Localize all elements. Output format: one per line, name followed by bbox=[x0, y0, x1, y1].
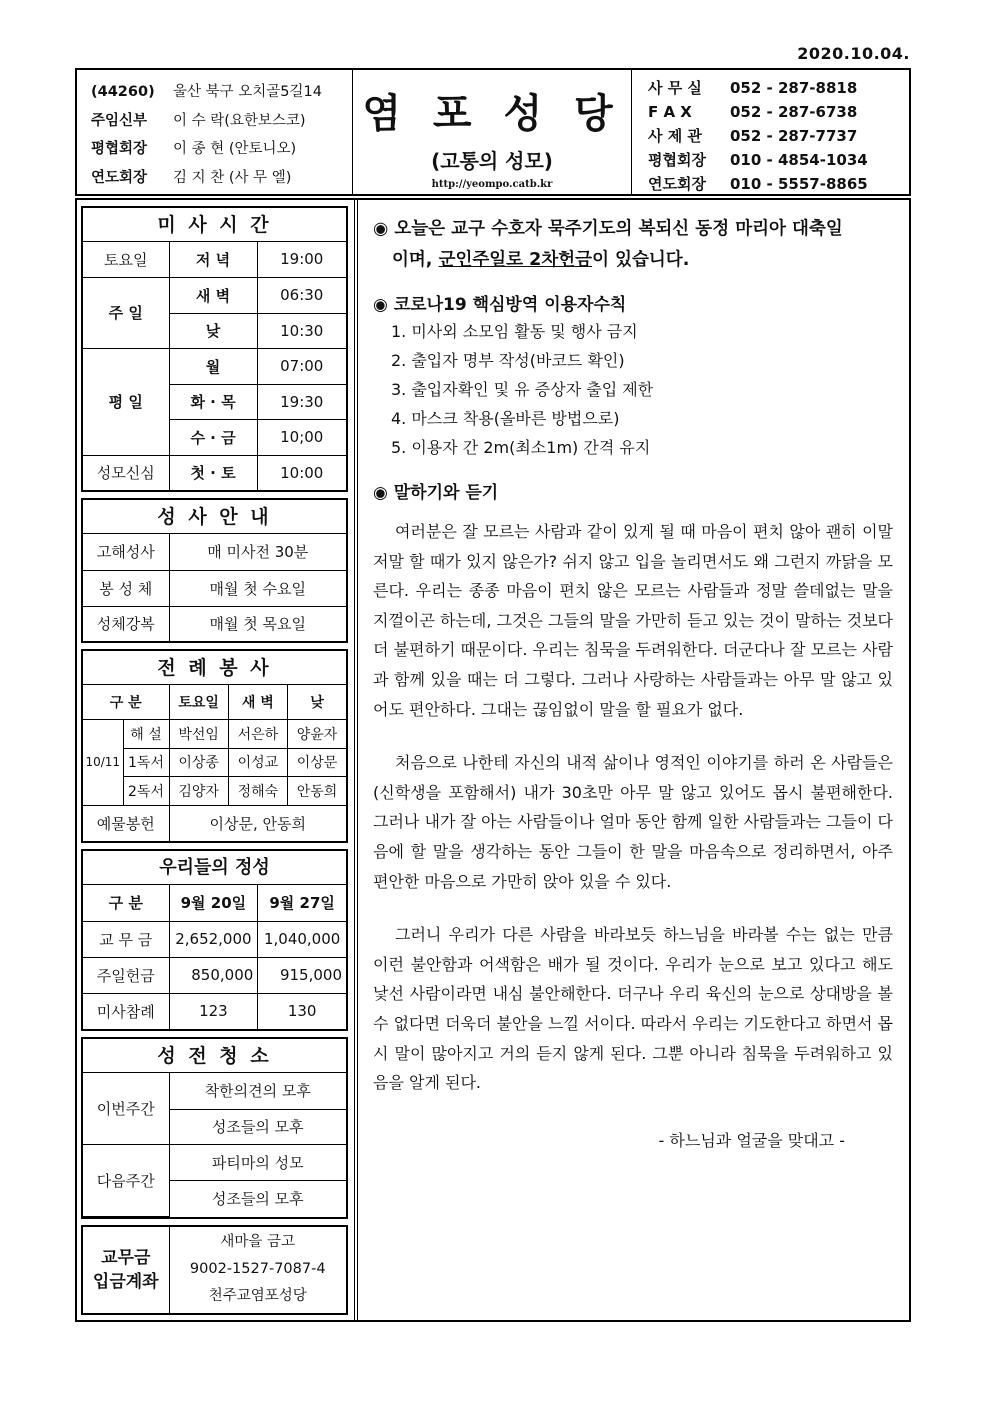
council-name: 이 종 현 (안토니오) bbox=[173, 141, 297, 157]
sacrament-time: 매 미사전 30분 bbox=[169, 534, 346, 570]
list-item: 1. 미사외 소모임 활동 및 행사 금지 bbox=[391, 322, 638, 341]
week-label: 다음주간 bbox=[83, 1144, 169, 1216]
contact-number: 052 - 287-6738 bbox=[730, 103, 858, 121]
mass-time: 10:00 bbox=[257, 455, 346, 490]
account-label bbox=[83, 1227, 169, 1313]
contact-label: F A X bbox=[648, 103, 692, 121]
server-name: 이상문 bbox=[287, 748, 346, 776]
feast-notice bbox=[373, 214, 893, 276]
contact-number: 010 - 5557-8865 bbox=[730, 175, 868, 193]
contact-label: 연도회장 bbox=[648, 175, 706, 193]
bank-account bbox=[81, 1225, 348, 1315]
offering-amount: 1,040,000 bbox=[258, 921, 346, 957]
notice-line bbox=[373, 245, 893, 276]
account-label-line2: 입금계좌 bbox=[92, 1271, 159, 1292]
contact-row bbox=[648, 100, 909, 124]
mass-day: 성모신심 bbox=[83, 455, 169, 490]
parish-url[interactable]: http://yeompo.catb.kr bbox=[431, 179, 553, 190]
essay-paragraph: 처음으로 나한테 자신의 내적 삶이나 영적인 이야기를 하러 온 사람들은(신학생을 포함해서) 내가 30초만 아무 말 않고 있어도 몹시 불편해한다. 그러나 내가 잘 아는 사람들이나 얼마 동안 함께 일한 사람들과는 그들이 다음에 할 말을 생각하는 동안 그들이 한 말을 마음속으로 정리하면서, 아주 편안한 마음으로 가만히 앉아 있을 수 있다. bbox=[373, 753, 893, 891]
covid-rules bbox=[391, 317, 893, 462]
sacrament-guide-title: 성 사 안 내 bbox=[83, 500, 346, 534]
account-number: 9002-1527-7087-4 bbox=[189, 1261, 326, 1277]
service-date: 10/11 bbox=[83, 719, 123, 805]
account-label-line1: 교무금 bbox=[101, 1247, 151, 1268]
week-label: 이번주간 bbox=[83, 1073, 169, 1144]
notice-line: ◉ 오늘은 교구 수호자 묵주기도의 복되신 동정 마리아 대축일 bbox=[373, 219, 843, 239]
service-role: 해 설 bbox=[123, 719, 169, 748]
contact-number: 010 - 4854-1034 bbox=[730, 151, 868, 169]
offering-type: 교 무 금 bbox=[83, 921, 169, 957]
liturgy-service-title: 전 례 봉 사 bbox=[83, 651, 346, 685]
attendance-count: 130 bbox=[258, 993, 346, 1029]
contact-list bbox=[632, 70, 909, 194]
server-name: 양윤자 bbox=[287, 719, 346, 748]
liturgy-service bbox=[81, 649, 348, 843]
postal-code: (44260) bbox=[91, 84, 155, 100]
council-label: 평협회장 bbox=[91, 141, 148, 157]
title-block bbox=[353, 70, 632, 194]
service-role: 1독서 bbox=[123, 748, 169, 776]
list-item: 2. 출입자 명부 작성(바코드 확인) bbox=[391, 351, 625, 370]
sacrament-name: 고해성사 bbox=[83, 534, 169, 570]
offering-type: 주일헌금 bbox=[83, 957, 169, 993]
masthead bbox=[75, 68, 911, 196]
contact-row bbox=[648, 148, 909, 172]
column-header: 구 분 bbox=[83, 885, 169, 921]
column-header: 9월 20일 bbox=[169, 885, 258, 921]
sacrament-guide bbox=[81, 498, 348, 643]
mass-time: 19:30 bbox=[257, 384, 346, 419]
mass-time: 07:00 bbox=[257, 348, 346, 384]
parish-title: 염 포 성 당 bbox=[362, 91, 622, 137]
covid-heading: ◉ 코로나19 핵심방역 이용자수칙 bbox=[373, 295, 627, 315]
column-header: 낮 bbox=[287, 685, 346, 719]
column-divider bbox=[354, 200, 358, 1320]
mass-slot: 낮 bbox=[169, 313, 257, 348]
address: 울산 북구 오치골5길14 bbox=[173, 84, 322, 100]
sacrament-name: 성체강복 bbox=[83, 606, 169, 641]
prayer-name: 김 지 찬 (사 무 엘) bbox=[173, 169, 292, 186]
cleaning-group: 착한의견의 모후 bbox=[169, 1073, 346, 1109]
sidebar bbox=[81, 206, 348, 1315]
contact-label: 사 제 관 bbox=[648, 127, 702, 145]
server-name: 이성교 bbox=[228, 748, 287, 776]
server-name: 정해숙 bbox=[228, 776, 287, 805]
cleaning-group: 성조들의 모후 bbox=[169, 1109, 346, 1144]
list-item: 3. 출입자확인 및 유 증상자 출입 제한 bbox=[391, 380, 654, 399]
server-name: 박선임 bbox=[169, 719, 228, 748]
mass-day: 주 일 bbox=[83, 277, 169, 348]
mass-slot: 월 bbox=[169, 348, 257, 384]
contact-row bbox=[648, 124, 909, 148]
offering-amount: 915,000 bbox=[258, 957, 346, 993]
bank-name: 새마을 금고 bbox=[220, 1234, 296, 1250]
pastor-row bbox=[91, 107, 352, 136]
column-header: 9월 27일 bbox=[258, 885, 346, 921]
address-row bbox=[91, 78, 352, 107]
notice-highlight: 군인주일로 2차헌금 bbox=[438, 250, 593, 270]
column-header: 새 벽 bbox=[228, 685, 287, 719]
contact-number: 052 - 287-8818 bbox=[730, 79, 858, 97]
mass-slot: 수 · 금 bbox=[169, 419, 257, 455]
pastor-name: 이 수 락(요한보스코) bbox=[173, 112, 306, 129]
prayer-row bbox=[91, 164, 352, 193]
issue-date: 2020.10.04. bbox=[797, 44, 910, 63]
mass-time: 10;00 bbox=[257, 419, 346, 455]
list-item: 5. 이용자 간 2m(최소1m) 간격 유지 bbox=[391, 438, 651, 457]
column-header: 토요일 bbox=[169, 685, 228, 719]
essay-source: - 하느님과 얼굴을 맞대고 - bbox=[658, 1130, 845, 1150]
sacrament-time: 매월 첫 목요일 bbox=[169, 606, 346, 641]
cleaning-group: 성조들의 모후 bbox=[169, 1180, 346, 1216]
notice-text: 이며, bbox=[392, 250, 439, 270]
church-cleaning bbox=[81, 1037, 348, 1219]
offering-servers: 이상문, 안동희 bbox=[169, 805, 346, 841]
offerings-title: 우리들의 정성 bbox=[83, 851, 346, 885]
essay-heading: ◉ 말하기와 듣기 bbox=[373, 483, 499, 503]
column-header: 구 분 bbox=[83, 685, 169, 719]
mass-slot: 저 녁 bbox=[169, 242, 257, 277]
offering-amount: 850,000 bbox=[169, 957, 258, 993]
notice-text: 이 있습니다. bbox=[592, 250, 690, 270]
cleaning-title: 성 전 청 소 bbox=[83, 1039, 346, 1073]
contact-number: 052 - 287-7737 bbox=[730, 127, 858, 145]
parish-info bbox=[77, 70, 353, 194]
server-name: 안동희 bbox=[287, 776, 346, 805]
pastor-label: 주임신부 bbox=[91, 112, 148, 129]
prayer-label: 연도회장 bbox=[91, 169, 148, 186]
essay-paragraph: 여러분은 잘 모르는 사람과 같이 있게 될 때 마음이 편치 않아 괜히 이말 저말 할 때가 있지 않은가? 쉬지 않고 입을 놀리면서도 왜 그런지 까닭을 모른다. 우리는 종종 마음이 편치 않은 모르는 사람들과 정말 쓸데없는 말을 지껄이곤 하는데, 그것은 그들의 말을 가만히 듣고 있는 것이 말하는 것보다 더 불편하기 때문이다. 우리는 침묵을 두려워한다. 더군다나 잘 모르는 사람과 함께 있을 때는 더 그렇다. 그러나 사랑하는 사람들과는 아무 말 않고 있어도 편안하다. 그대는 끊임없이 말을 할 필요가 없다. bbox=[373, 522, 893, 719]
mass-day: 평 일 bbox=[83, 348, 169, 455]
mass-slot: 새 벽 bbox=[169, 277, 257, 313]
offering-label: 예물봉헌 bbox=[83, 805, 169, 841]
contact-label: 평협회장 bbox=[648, 151, 706, 169]
account-details bbox=[169, 1227, 346, 1313]
mass-time: 06:30 bbox=[257, 277, 346, 313]
attendance-count: 123 bbox=[169, 993, 258, 1029]
sacrament-time: 매월 첫 수요일 bbox=[169, 570, 346, 606]
contact-row bbox=[648, 172, 909, 196]
bulletin-body bbox=[75, 198, 911, 1322]
parish-subtitle: (고통의 성모) bbox=[431, 149, 553, 173]
mass-time: 10:30 bbox=[257, 313, 346, 348]
server-name: 이상종 bbox=[169, 748, 228, 776]
mass-slot: 화 · 목 bbox=[169, 384, 257, 419]
mass-schedule bbox=[81, 206, 348, 492]
mass-day: 토요일 bbox=[83, 242, 169, 277]
list-item: 4. 마스크 착용(올바른 방법으로) bbox=[391, 409, 620, 428]
mass-schedule-title: 미 사 시 간 bbox=[83, 208, 346, 242]
contact-row bbox=[648, 76, 909, 100]
server-name: 김양자 bbox=[169, 776, 228, 805]
cleaning-group: 파티마의 성모 bbox=[169, 1144, 346, 1180]
offering-type: 미사참례 bbox=[83, 993, 169, 1029]
server-name: 서은하 bbox=[228, 719, 287, 748]
offerings-summary bbox=[81, 849, 348, 1031]
mass-time: 19:00 bbox=[257, 242, 346, 277]
service-role: 2독서 bbox=[123, 776, 169, 805]
main-content bbox=[373, 214, 893, 1151]
offering-amount: 2,652,000 bbox=[169, 921, 258, 957]
contact-label: 사 무 실 bbox=[648, 79, 702, 97]
council-row bbox=[91, 135, 352, 164]
account-holder: 천주교염포성당 bbox=[208, 1288, 307, 1304]
sacrament-name: 봉 성 체 bbox=[83, 570, 169, 606]
essay-paragraph: 그러니 우리가 다른 사람을 바라보듯 하느님을 바라볼 수는 없는 만큼 이런 불안함과 어색함은 배가 될 것이다. 우리가 눈으로 보고 있다고 해도 낯선 사람이라면 내심 불안해한다. 더구나 우리 육신의 눈으로 상대방을 볼 수 없다면 더욱더 불안을 느낄 서이다. 따라서 우리는 기도한다고 하면서 몹시 말이 많아지고 거의 듣지 않게 된다. 그뿐 아니라 침묵을 두려워하고 있음을 알게 된다. bbox=[373, 925, 893, 1093]
mass-slot: 첫 · 토 bbox=[169, 455, 257, 490]
